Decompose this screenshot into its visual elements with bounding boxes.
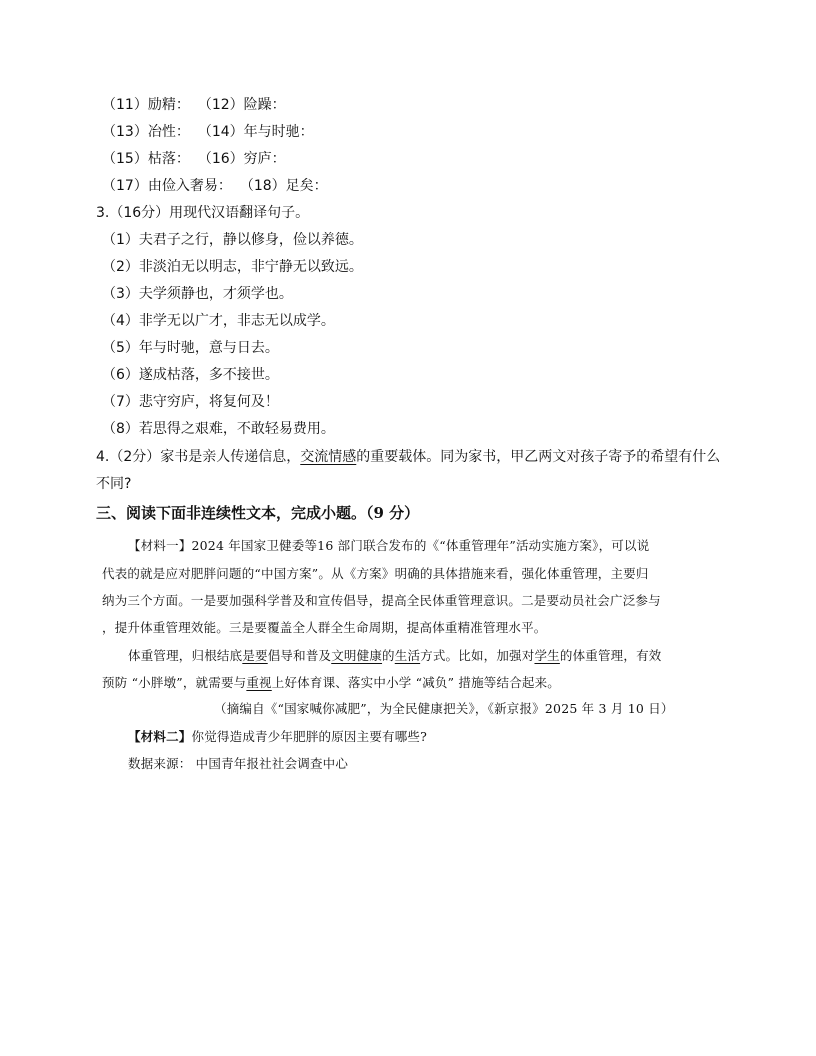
vocab-term: （11）励精： xyxy=(102,97,190,113)
vocab-term: （12）险躁： xyxy=(197,97,286,113)
vocab-term: （16）穷庐： xyxy=(197,151,286,167)
underlined-phrase: 重视 xyxy=(246,675,272,690)
material-1-paragraph-2-line-2 xyxy=(102,675,560,691)
vocab-term: （18）足矣： xyxy=(239,178,328,194)
translation-item-7: （7）悲守穷庐，将复何及！ xyxy=(102,394,279,410)
text-run: 的体重管理，有效 xyxy=(559,648,662,663)
underlined-phrase: 交流情感 xyxy=(300,449,357,465)
text-run: 方式。比如，加强对 xyxy=(420,648,535,663)
text-run: 倡导和普及 xyxy=(267,648,332,663)
vocab-term: （17）由俭入奢易： xyxy=(102,178,232,194)
underlined-phrase: 学生 xyxy=(534,648,560,663)
text-run: 体重管理，归根结底 xyxy=(128,648,243,663)
material-1-line: 【材料一】2024 年国家卫健委等16 部门联合发布的《“体重管理年”活动实施方案》，可以说 xyxy=(128,538,650,553)
material-2-line xyxy=(128,729,427,745)
material-1-line: 代表的就是应对肥胖问题的“中国方案”。从《方案》明确的具体措施来看，强化体重管理，主要归 xyxy=(102,566,649,581)
question-4-line-1 xyxy=(96,448,720,466)
underlined-phrase: 文明健康 xyxy=(331,648,383,663)
text-run: 的 xyxy=(382,648,395,663)
material-2-label: 【材料二】 xyxy=(128,729,192,744)
translation-item-8: （8）若思得之艰难，不敢轻易费用。 xyxy=(102,421,335,437)
vocab-line-2 xyxy=(102,123,314,141)
translation-item-4: （4）非学无以广才，非志无以成学。 xyxy=(102,313,335,329)
text-run: 预防 “小胖墩”，就需要与 xyxy=(102,675,247,690)
vocab-term: （15）枯落： xyxy=(102,151,190,167)
translation-item-5: （5）年与时驰，意与日去。 xyxy=(102,340,279,356)
section-3-heading: 三、阅读下面非连续性文本，完成小题。（9 分） xyxy=(96,504,420,522)
material-1-paragraph-2-line-1 xyxy=(128,648,661,664)
text-run: 上好体育课、落实中小学 “减负” 措施等结合起来。 xyxy=(271,675,560,690)
material-1-source: （摘编自《“国家喊你减肥”，为全民健康把关》，《新京报》2025 年 3 月 10 日） xyxy=(214,701,674,716)
translation-item-2: （2）非淡泊无以明志，非宁静无以致远。 xyxy=(102,259,363,275)
translation-item-1: （1）夫君子之行，静以修身，俭以养德。 xyxy=(102,232,363,248)
question-4-text: 的重要载体。同为家书，甲乙两文对孩子寄予的希望有什么 xyxy=(356,449,721,465)
vocab-line-3 xyxy=(102,150,286,168)
vocab-line-1 xyxy=(102,96,286,114)
material-2-question: 你觉得造成青少年肥胖的原因主要有哪些? xyxy=(191,729,428,744)
translation-item-6: （6）遂成枯落，多不接世。 xyxy=(102,367,279,383)
question-4-line-2: 不同? xyxy=(96,476,132,492)
material-1-line: 纳为三个方面。一是要加强科学普及和宣传倡导，提高全民体重管理意识。二是要动员社会广泛参与 xyxy=(102,593,661,608)
question-3-prompt: 3.（16分）用现代汉语翻译句子。 xyxy=(96,205,310,221)
question-4-text: 4.（2分）家书是亲人传递信息， xyxy=(96,449,301,465)
material-1-line: ，提升体重管理效能。三是要覆盖全人群全生命周期，提高体重精准管理水平。 xyxy=(102,620,547,635)
vocab-term: （14）年与时驰： xyxy=(197,124,314,140)
underlined-phrase: 生活 xyxy=(394,648,421,663)
vocab-line-4 xyxy=(102,177,328,195)
vocab-term: （13）冶性： xyxy=(102,124,190,140)
translation-item-3: （3）夫学须静也，才须学也。 xyxy=(102,286,293,302)
material-2-data-source: 数据来源： 中国青年报社社会调查中心 xyxy=(128,756,349,771)
underlined-phrase: 是要 xyxy=(242,648,268,663)
